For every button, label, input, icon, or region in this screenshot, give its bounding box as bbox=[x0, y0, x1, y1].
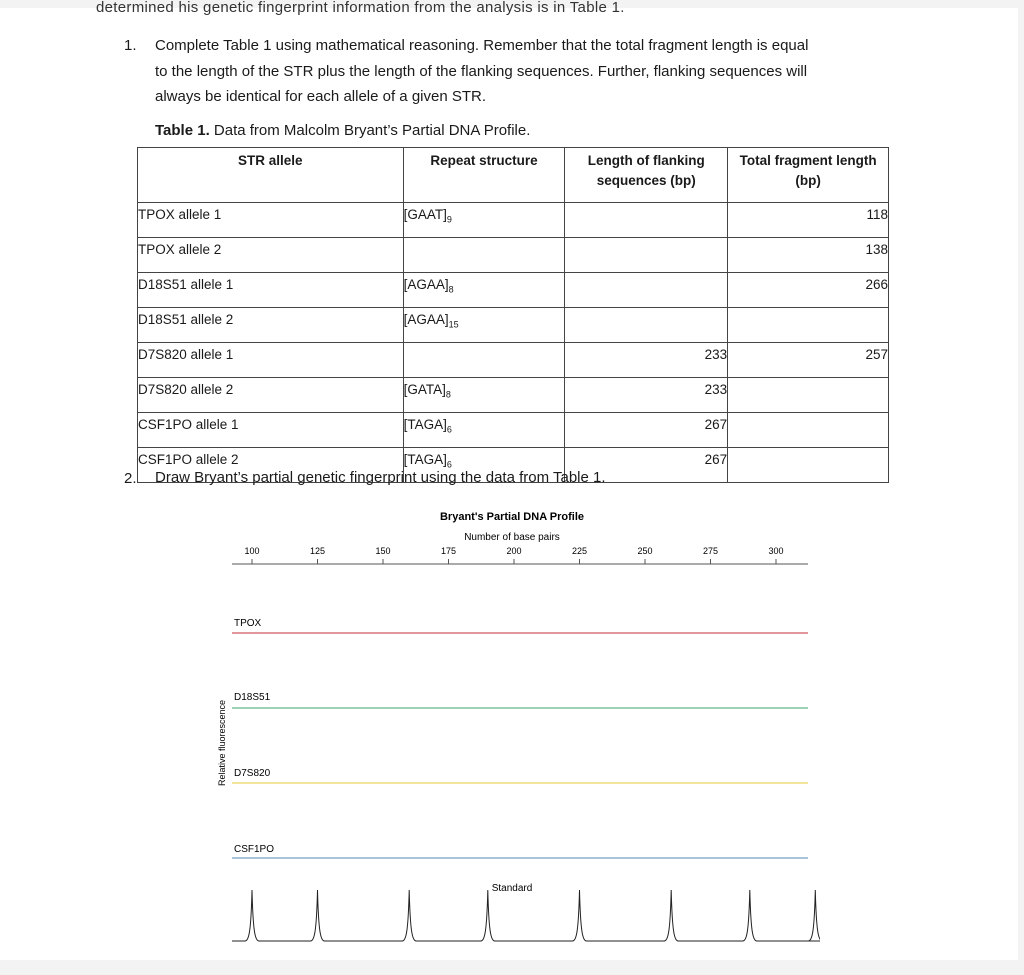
allele-cell: CSF1PO allele 1 bbox=[138, 413, 404, 448]
flanking-length-cell: 267 bbox=[565, 413, 728, 448]
data-table bbox=[137, 147, 889, 483]
question-1-number: 1. bbox=[124, 37, 137, 54]
question-2-number: 2. bbox=[124, 470, 137, 487]
table-caption bbox=[155, 122, 530, 139]
header-str-allele: STR allele bbox=[138, 148, 404, 203]
flanking-length-cell: 233 bbox=[565, 378, 728, 413]
total-length-cell bbox=[728, 448, 889, 483]
axis-tick-label: 250 bbox=[637, 546, 653, 556]
standard-label: Standard bbox=[491, 883, 533, 894]
question-2-text: Draw Bryant’s partial genetic fingerprint using the data from Table 1. bbox=[155, 469, 606, 486]
repeat-unit: [TAGA] bbox=[403, 417, 447, 432]
axis-tick-label: 150 bbox=[375, 546, 391, 556]
allele-cell: CSF1PO allele 2 bbox=[138, 448, 404, 483]
table-caption-text: Data from Malcolm Bryant’s Partial DNA Profile. bbox=[209, 122, 531, 139]
table-caption-label: Table 1. bbox=[155, 122, 210, 139]
axis-tick-label: 225 bbox=[571, 546, 588, 556]
figure-title: Bryant's Partial DNA Profile bbox=[439, 511, 585, 523]
total-length-cell bbox=[728, 308, 889, 343]
header-flanking-length: Length of flanking sequences (bp) bbox=[565, 148, 728, 203]
repeat-unit: [GAAT] bbox=[403, 207, 447, 222]
allele-cell: TPOX allele 2 bbox=[138, 238, 404, 273]
table-header-row bbox=[138, 148, 889, 203]
lane-label: CSF1PO bbox=[234, 844, 275, 855]
header-repeat-structure: Repeat structure bbox=[403, 148, 565, 203]
repeat-structure-cell bbox=[403, 343, 565, 378]
table-row bbox=[138, 273, 889, 308]
lane-label: TPOX bbox=[234, 618, 262, 629]
axis-tick-label: 175 bbox=[440, 546, 457, 556]
flanking-length-cell bbox=[565, 273, 728, 308]
lane-label: D7S820 bbox=[234, 768, 271, 779]
repeat-structure-cell bbox=[403, 203, 565, 238]
table-row bbox=[138, 308, 889, 343]
repeat-count: 8 bbox=[445, 389, 451, 400]
flanking-length-cell: 233 bbox=[565, 343, 728, 378]
lane-label: D18S51 bbox=[234, 692, 271, 703]
table-row bbox=[138, 203, 889, 238]
axis-tick-label: 300 bbox=[768, 546, 784, 556]
allele-cell: D18S51 allele 1 bbox=[138, 273, 404, 308]
table-row bbox=[138, 238, 889, 273]
table-row bbox=[138, 378, 889, 413]
total-length-cell: 257 bbox=[728, 343, 889, 378]
repeat-count: 6 bbox=[446, 459, 452, 470]
allele-cell: D7S820 allele 1 bbox=[138, 343, 404, 378]
dna-profile-figure bbox=[210, 498, 820, 948]
x-axis-label: Number of base pairs bbox=[464, 532, 560, 543]
repeat-count: 8 bbox=[448, 284, 454, 295]
repeat-unit: [GATA] bbox=[403, 382, 446, 397]
allele-cell: D18S51 allele 2 bbox=[138, 308, 404, 343]
question-1-text: Complete Table 1 using mathematical reasoning. Remember that the total fragment length is equal to the length of the STR plus the length of the flanking sequences. Further, flanking sequences will always be identical for each allele of a given STR. bbox=[155, 37, 809, 105]
axis-tick-label: 100 bbox=[244, 546, 260, 556]
repeat-count: 15 bbox=[448, 319, 459, 330]
y-axis-label: Relative fluorescence bbox=[217, 699, 227, 787]
repeat-structure-cell bbox=[403, 308, 565, 343]
allele-cell: D7S820 allele 2 bbox=[138, 378, 404, 413]
axis-tick-label: 275 bbox=[702, 546, 719, 556]
standard-trace bbox=[232, 890, 820, 941]
repeat-unit: [TAGA] bbox=[403, 452, 447, 467]
repeat-unit: [AGAA] bbox=[403, 277, 449, 292]
axis-tick-label: 125 bbox=[309, 546, 326, 556]
flanking-length-cell bbox=[565, 203, 728, 238]
flanking-length-cell: 267 bbox=[565, 448, 728, 483]
flanking-length-cell bbox=[565, 308, 728, 343]
allele-cell: TPOX allele 1 bbox=[138, 203, 404, 238]
repeat-count: 9 bbox=[446, 214, 452, 225]
total-length-cell bbox=[728, 413, 889, 448]
header-total-length: Total fragment length (bp) bbox=[728, 148, 889, 203]
repeat-structure-cell bbox=[403, 378, 565, 413]
table-row bbox=[138, 343, 889, 378]
total-length-cell bbox=[728, 378, 889, 413]
repeat-unit: [AGAA] bbox=[403, 312, 449, 327]
repeat-count: 6 bbox=[446, 424, 452, 435]
total-length-cell: 266 bbox=[728, 273, 889, 308]
flanking-length-cell bbox=[565, 238, 728, 273]
repeat-structure-cell bbox=[403, 238, 565, 273]
table-row bbox=[138, 413, 889, 448]
total-length-cell: 118 bbox=[728, 203, 889, 238]
repeat-structure-cell bbox=[403, 413, 565, 448]
repeat-structure-cell bbox=[403, 273, 565, 308]
cutoff-header-text: determined his genetic fingerprint information from the analysis is in Table 1. bbox=[96, 0, 625, 16]
total-length-cell: 138 bbox=[728, 238, 889, 273]
axis-tick-label: 200 bbox=[506, 546, 522, 556]
